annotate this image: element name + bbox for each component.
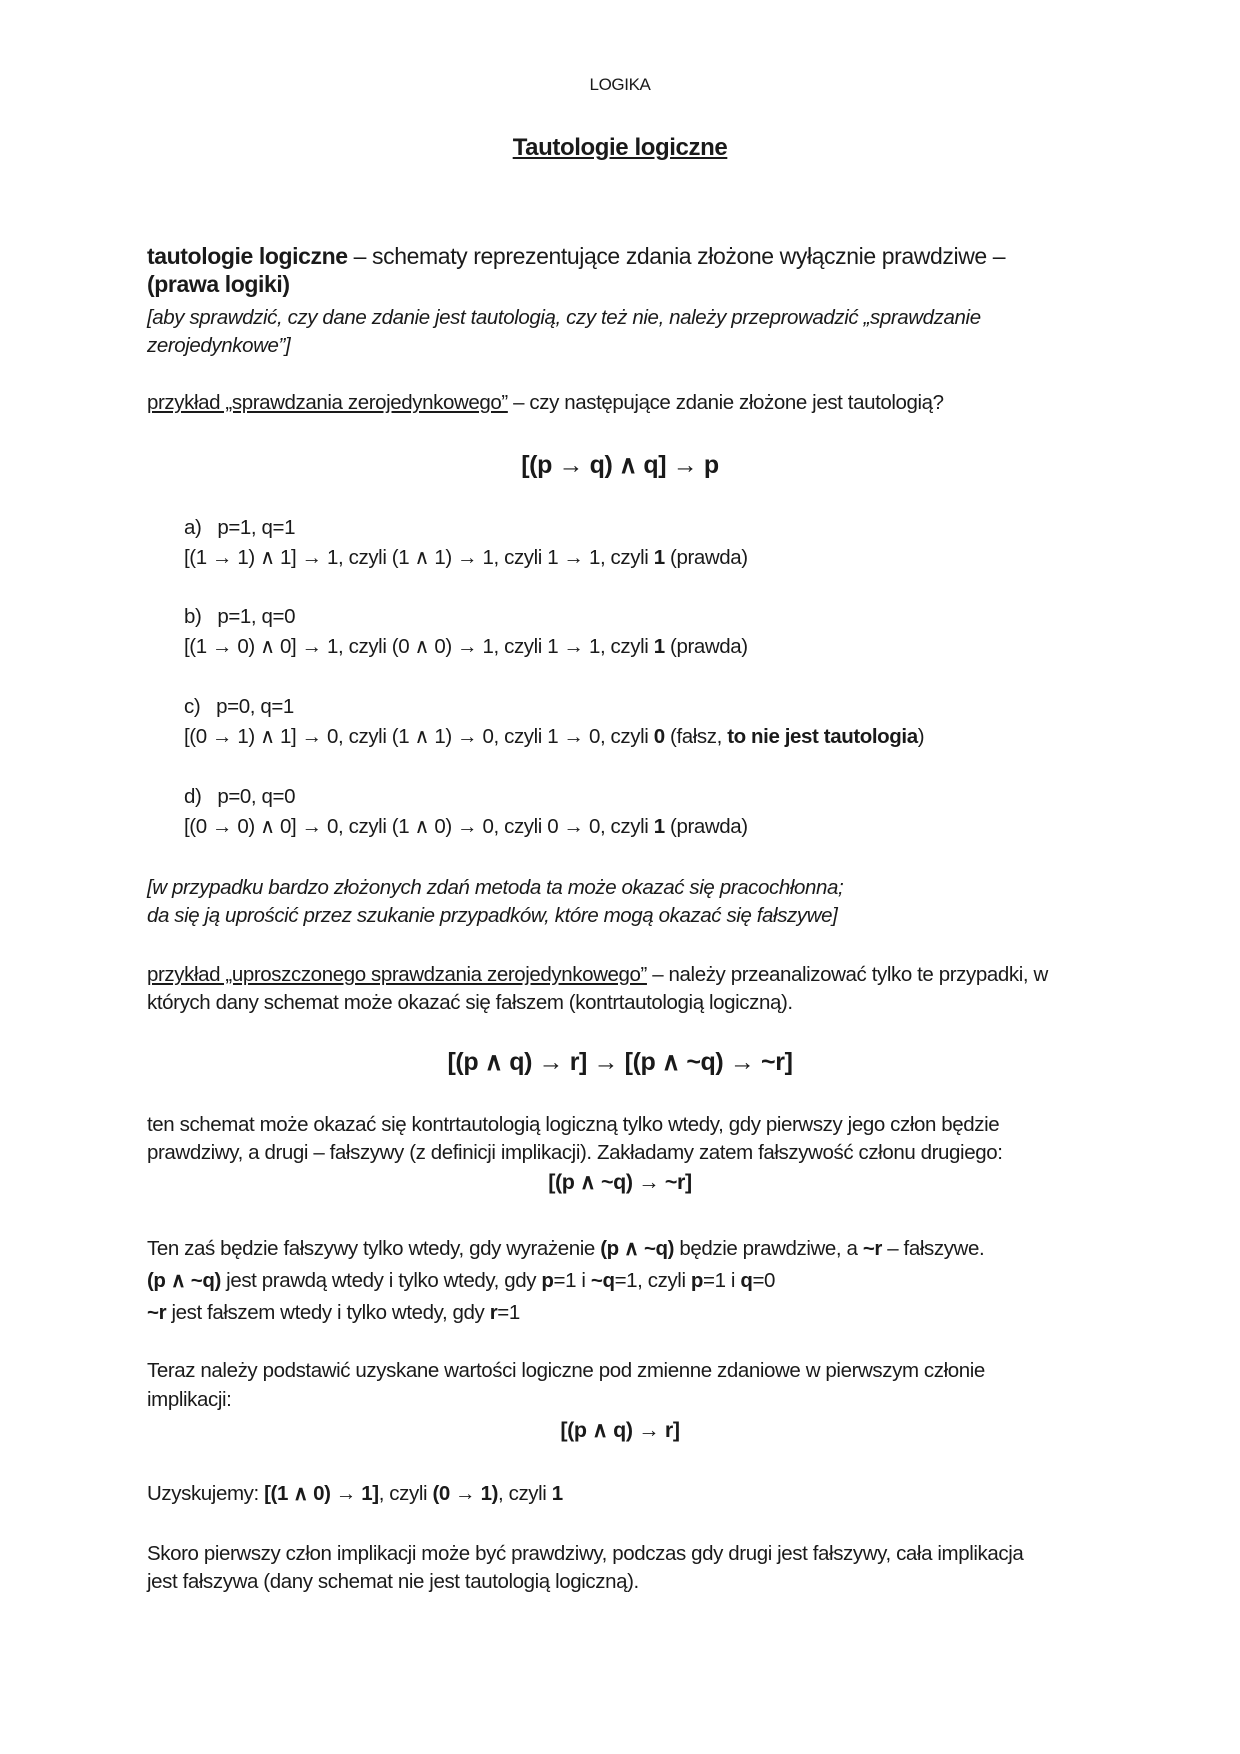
result-line — [147, 1481, 563, 1506]
example1-formula: [(p → q) ∧ q] → p — [521, 451, 719, 479]
definition-note-line-2: zerojedynkowe”] — [147, 334, 291, 357]
text: jest fałszem wtedy i tylko wtedy, gdy — [166, 1301, 490, 1324]
expression: (0 → 1) — [432, 1482, 498, 1505]
example1-intro — [147, 391, 944, 415]
case-calc: [(0 → 0) ∧ 0] → 0, czyli (1 ∧ 0) → 0, czyli 0 → 0, czyli — [184, 815, 654, 838]
case-a-header — [184, 516, 295, 540]
case-verdict-end: ) — [917, 725, 925, 748]
case-b-calc — [184, 634, 748, 659]
variable: ~q — [590, 1269, 615, 1292]
case-c-calc — [184, 724, 924, 749]
formula-second-member: [(p ∧ ~q) → ~r] — [548, 1170, 692, 1194]
definition-bold-line: (prawa logiki) — [147, 271, 290, 297]
expression: (p ∧ ~q) — [600, 1237, 675, 1260]
case-verdict: (fałsz, — [664, 725, 728, 748]
variable: p — [541, 1269, 554, 1292]
running-header: LOGIKA — [589, 75, 651, 94]
example2-text: – należy przeanalizować tylko te przypadki, w — [646, 963, 1048, 986]
case-result: 1 — [653, 815, 665, 838]
case-verdict-bold: to nie jest tautologia — [727, 725, 918, 748]
example2-intro-line-2: których dany schemat może okazać się fałszem (kontrtautologią logiczną). — [147, 991, 793, 1014]
case-values: p=1, q=1 — [217, 516, 296, 539]
case-values: p=0, q=1 — [216, 695, 294, 718]
case-values: p=0, q=0 — [217, 785, 296, 808]
text: , czyli — [498, 1482, 552, 1505]
paragraph3-line-2: implikacji: — [147, 1388, 232, 1411]
example2-link: przykład „uproszczonego sprawdzania zerojedynkowego” — [147, 963, 647, 986]
expression: ~r — [147, 1301, 167, 1324]
text: Uzyskujemy: — [147, 1482, 265, 1505]
case-verdict: (prawda) — [664, 635, 748, 658]
example1-text: – czy następujące zdanie złożone jest tautologią? — [507, 391, 944, 414]
case-d-calc — [184, 814, 748, 839]
result-value: 1 — [551, 1482, 563, 1505]
expression: ~r — [862, 1237, 882, 1260]
case-label: b) — [184, 605, 202, 628]
text: =1, czyli — [614, 1269, 691, 1292]
formula-first-member: [(p ∧ q) → r] — [560, 1418, 680, 1442]
text: jest prawdą wtedy i tylko wtedy, gdy — [220, 1269, 542, 1292]
case-a-calc — [184, 545, 748, 570]
case-verdict: (prawda) — [664, 546, 748, 569]
case-result: 1 — [653, 635, 665, 658]
definition-text: – schematy reprezentujące zdania złożone wyłącznie prawdziwe – — [347, 243, 1006, 269]
definition-note-line-1: [aby sprawdzić, czy dane zdanie jest tautologią, czy też nie, należy przeprowadzić „sprawdzanie — [147, 306, 981, 329]
paragraph2-line-3 — [147, 1301, 520, 1325]
example1-note-line-2: da się ją uprościć przez szukanie przypadków, które mogą okazać się fałszywe] — [147, 904, 838, 927]
example2-intro — [147, 963, 1048, 987]
case-values: p=1, q=0 — [217, 605, 296, 628]
paragraph2-line-2 — [147, 1268, 775, 1293]
text: =1 i — [703, 1269, 741, 1292]
case-b-header — [184, 605, 295, 629]
example1-link: przykład „sprawdzania zerojedynkowego” — [147, 391, 508, 414]
variable: r — [489, 1301, 498, 1324]
paragraph3-line-1: Teraz należy podstawić uzyskane wartości logiczne pod zmienne zdaniowe w pierwszym członie — [147, 1359, 985, 1382]
definition-term: tautologie logiczne — [147, 243, 348, 269]
case-calc: [(0 → 1) ∧ 1] → 0, czyli (1 ∧ 1) → 0, czyli 1 → 0, czyli — [184, 725, 654, 748]
text: Ten zaś będzie fałszywy tylko wtedy, gdy wyrażenie — [147, 1237, 601, 1260]
paragraph2-line-1 — [147, 1236, 984, 1261]
variable: q — [740, 1269, 753, 1292]
case-d-header — [184, 785, 295, 809]
case-verdict: (prawda) — [664, 815, 748, 838]
example1-note-line-1: [w przypadku bardzo złożonych zdań metoda ta może okazać się pracochłonna; — [147, 876, 844, 899]
case-calc: [(1 → 0) ∧ 0] → 1, czyli (0 ∧ 0) → 1, czyli 1 → 1, czyli — [184, 635, 654, 658]
case-c-header — [184, 695, 294, 719]
case-result: 1 — [653, 546, 665, 569]
page-title: Tautologie logiczne — [512, 134, 728, 161]
paragraph1-line-2: prawdziwy, a drugi – fałszywy (z definicji implikacji). Zakładamy zatem fałszywość członu drugiego: — [147, 1141, 1003, 1164]
expression: (p ∧ ~q) — [147, 1269, 221, 1292]
case-calc: [(1 → 1) ∧ 1] → 1, czyli (1 ∧ 1) → 1, czyli 1 → 1, czyli — [184, 546, 654, 569]
case-label: c) — [184, 695, 201, 718]
case-result: 0 — [653, 725, 665, 748]
conclusion-line-2: jest fałszywa (dany schemat nie jest tautologią logiczną). — [147, 1570, 639, 1593]
text: będzie prawdziwe, a — [674, 1237, 863, 1260]
expression: [(1 ∧ 0) → 1] — [264, 1482, 379, 1505]
definition-line — [147, 243, 1005, 270]
text: – fałszywe. — [881, 1237, 985, 1260]
variable: p — [690, 1269, 704, 1292]
text: , czyli — [378, 1482, 433, 1505]
text: =0 — [752, 1269, 776, 1292]
conclusion-line-1: Skoro pierwszy człon implikacji może być prawdziwy, podczas gdy drugi jest fałszywy, cała implikacja — [147, 1542, 1024, 1565]
case-label: d) — [184, 785, 202, 808]
example2-formula: [(p ∧ q) → r] → [(p ∧ ~q) → ~r] — [447, 1048, 793, 1076]
paragraph1-line-1: ten schemat może okazać się kontrtautologią logiczną tylko wtedy, gdy pierwszy jego człon będzie — [147, 1113, 1000, 1136]
case-label: a) — [184, 516, 202, 539]
text: =1 i — [553, 1269, 591, 1292]
text: =1 — [497, 1301, 520, 1324]
